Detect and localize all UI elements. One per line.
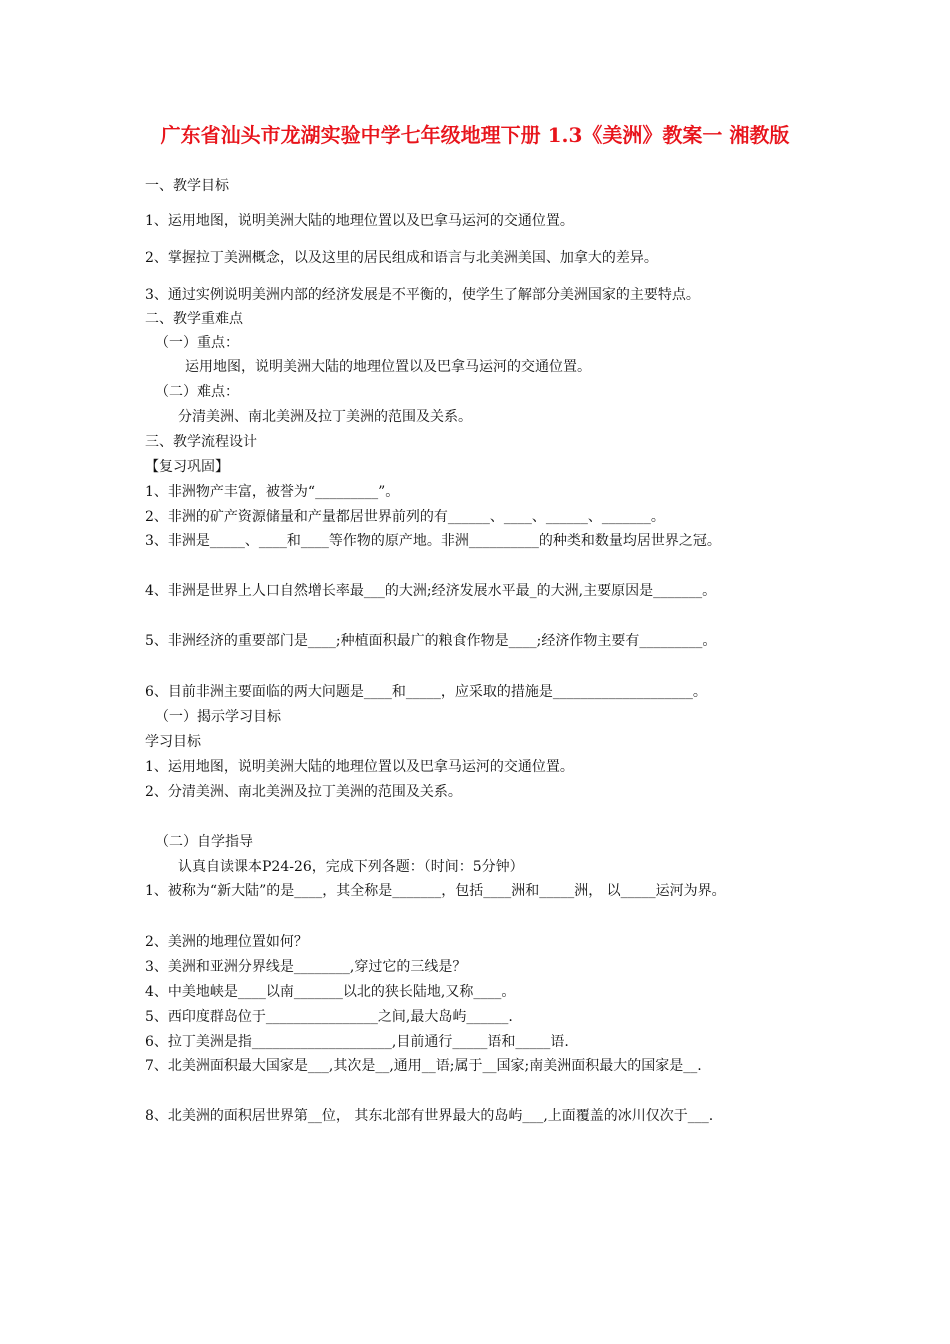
study-goal-1: 1、运用地图，说明美洲大陆的地理位置以及巴拿马运河的交通位置。 — [145, 759, 574, 775]
self-study-intro: 认真自读课本P24-26，完成下列各题：（时间：5分钟） — [178, 859, 524, 875]
document-title: 广东省汕头市龙湖实验中学七年级地理下册 1.3《美洲》教案一 湘教版 — [160, 123, 790, 147]
review-heading: 【复习巩固】 — [145, 459, 229, 475]
self-study-item-7: 7、北美洲面积最大国家是___,其次是__,通用__语;属于__国家;南美洲面积最大的国家是__. — [145, 1058, 702, 1074]
section-heading-goals: 一、教学目标 — [145, 178, 229, 194]
goals-heading: （一）揭示学习目标 — [155, 709, 281, 725]
self-study-item-8: 8、北美洲的面积居世界第__位， 其东北部有世界最大的岛屿___,上面覆盖的冰川仅次于___. — [145, 1108, 714, 1124]
section-heading-key-points: 二、教学重难点 — [145, 311, 243, 327]
self-study-item-6: 6、拉丁美洲是指____________________,目前通行_____语和_____语. — [145, 1034, 569, 1050]
review-item-4: 4、非洲是世界上人口自然增长率最___的大洲;经济发展水平最_的大洲,主要原因是_______。 — [145, 583, 717, 599]
review-item-5: 5、非洲经济的重要部门是____;种植面积最广的粮食作物是____;经济作物主要有_________。 — [145, 633, 717, 649]
key-point-text: 运用地图，说明美洲大陆的地理位置以及巴拿马运河的交通位置。 — [185, 359, 591, 375]
self-study-item-1: 1、被称为“新大陆”的是____，其全称是_______，包括____洲和_____洲， 以_____运河为界。 — [145, 883, 726, 899]
review-item-2: 2、非洲的矿产资源储量和产量都居世界前列的有______、____、______、_______。 — [145, 509, 665, 525]
goal-item-1: 1、运用地图，说明美洲大陆的地理位置以及巴拿马运河的交通位置。 — [145, 213, 574, 229]
goal-item-2: 2、掌握拉丁美洲概念，以及这里的居民组成和语言与北美洲美国、加拿大的差异。 — [145, 250, 658, 266]
review-item-6: 6、目前非洲主要面临的两大问题是____和_____，应采取的措施是____________________。 — [145, 684, 707, 700]
review-item-1: 1、非洲物产丰富，被誉为“_________”。 — [145, 484, 400, 500]
key-point-label: （一）重点： — [155, 335, 239, 351]
study-goal-2: 2、分清美洲、南北美洲及拉丁美洲的范围及关系。 — [145, 784, 462, 800]
difficulty-text: 分清美洲、南北美洲及拉丁美洲的范围及关系。 — [178, 409, 472, 425]
self-study-item-2: 2、美洲的地理位置如何？ — [145, 934, 308, 950]
difficulty-label: （二）难点： — [155, 384, 239, 400]
review-item-3: 3、非洲是_____、____和____等作物的原产地。非洲__________的种类和数量均居世界之冠。 — [145, 533, 721, 549]
self-study-item-5: 5、西印度群岛位于________________之间,最大岛屿______. — [145, 1009, 513, 1025]
goal-item-3: 3、通过实例说明美洲内部的经济发展是不平衡的，使学生了解部分美洲国家的主要特点。 — [145, 287, 700, 303]
section-heading-flow: 三、教学流程设计 — [145, 434, 257, 450]
self-study-item-4: 4、中美地峡是____以南_______以北的狭长陆地,又称____。 — [145, 984, 516, 1000]
self-study-heading: （二）自学指导 — [155, 834, 253, 850]
self-study-item-3: 3、美洲和亚洲分界线是________,穿过它的三线是？ — [145, 959, 467, 975]
goals-subheading: 学习目标 — [145, 734, 201, 750]
